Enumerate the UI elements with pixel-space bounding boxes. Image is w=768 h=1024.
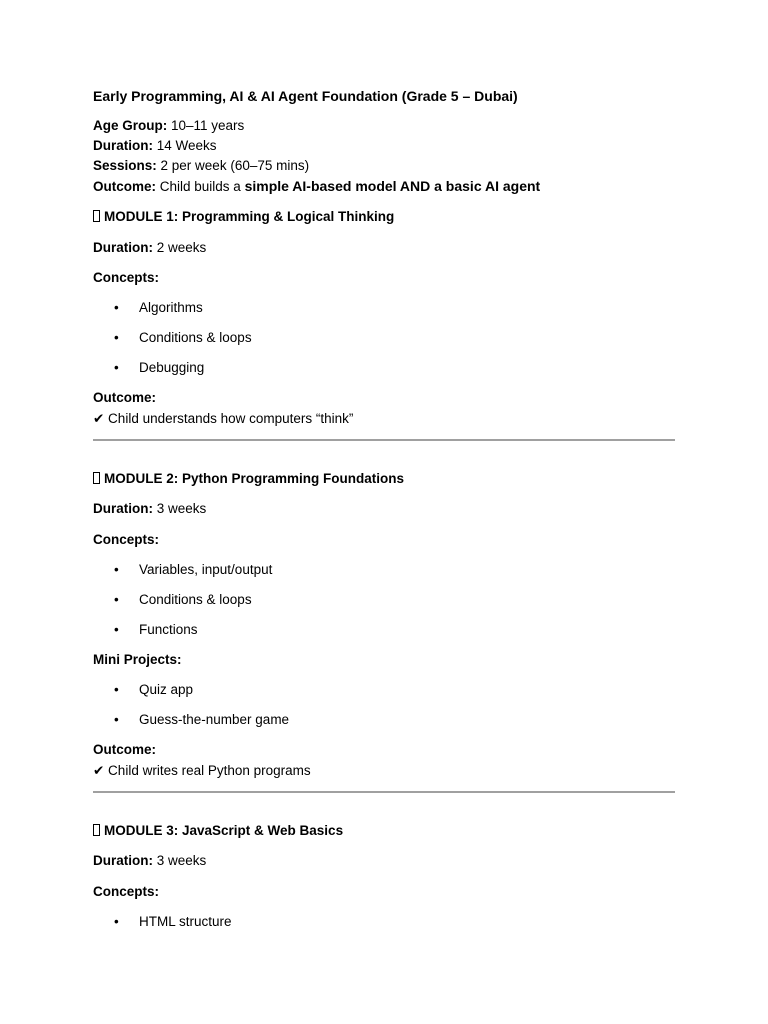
module2-projects-label: Mini Projects:: [93, 652, 182, 667]
sessions-line: [93, 157, 309, 175]
module3-duration-label: Duration:: [93, 853, 153, 868]
module2-heading: [93, 470, 404, 488]
list-item: Variables, input/output: [139, 562, 273, 577]
bullet-icon: •: [114, 914, 119, 929]
list-item: Debugging: [139, 360, 205, 375]
list-item: Functions: [139, 622, 198, 637]
module2-duration: [93, 500, 206, 518]
module1-concepts-label: Concepts:: [93, 270, 160, 285]
bullet-icon: •: [114, 300, 119, 315]
list-item: HTML structure: [139, 914, 232, 929]
bullet-icon: •: [114, 592, 119, 607]
module1-outcome-label: Outcome:: [93, 390, 157, 405]
outcome-pre: Child builds a: [156, 179, 245, 194]
sessions-label: Sessions:: [93, 158, 157, 173]
age-group-line: [93, 117, 244, 135]
module2-concepts-label: Concepts:: [93, 532, 160, 547]
outcome-highlight: simple AI-based model AND a basic AI agent: [244, 178, 541, 194]
duration-line: [93, 137, 217, 155]
list-item: Conditions & loops: [139, 592, 252, 607]
outcome-label: Outcome:: [93, 179, 157, 194]
module2-duration-value: 3 weeks: [153, 501, 207, 516]
list-item: Algorithms: [139, 300, 203, 315]
sessions-value: 2 per week (60–75 mins): [156, 158, 310, 173]
list-item: Quiz app: [139, 682, 194, 697]
module3-heading: [93, 822, 343, 840]
module1-duration-value: 2 weeks: [153, 240, 207, 255]
bullet-icon: •: [114, 712, 119, 727]
module2-duration-label: Duration:: [93, 501, 153, 516]
bullet-icon: •: [114, 360, 119, 375]
bullet-icon: •: [114, 330, 119, 345]
module3-duration-value: 3 weeks: [153, 853, 207, 868]
module2-outcome-label: Outcome:: [93, 742, 157, 757]
module3-duration: [93, 852, 206, 870]
age-group-label: Age Group:: [93, 118, 168, 133]
missing-glyph-icon: [93, 824, 100, 836]
duration-label: Duration:: [93, 138, 153, 153]
module3-concepts-label: Concepts:: [93, 884, 160, 899]
section-divider: [93, 439, 675, 441]
module1-heading: [93, 208, 394, 226]
bullet-icon: •: [114, 562, 119, 577]
list-item: Guess-the-number game: [139, 712, 290, 727]
module1-duration: [93, 239, 206, 257]
module2-outcome: ✔ Child writes real Python programs: [93, 763, 311, 778]
module1-heading-text: MODULE 1: Programming & Logical Thinking: [104, 209, 395, 224]
module2-heading-text: MODULE 2: Python Programming Foundations: [104, 471, 404, 486]
missing-glyph-icon: [93, 210, 100, 222]
duration-value: 14 Weeks: [153, 138, 217, 153]
list-item: Conditions & loops: [139, 330, 252, 345]
bullet-icon: •: [114, 622, 119, 637]
module1-duration-label: Duration:: [93, 240, 153, 255]
module3-heading-text: MODULE 3: JavaScript & Web Basics: [104, 823, 344, 838]
bullet-icon: •: [114, 682, 119, 697]
module1-outcome: ✔ Child understands how computers “think”: [93, 411, 354, 426]
section-divider: [93, 791, 675, 793]
age-group-value: 10–11 years: [167, 118, 245, 133]
outcome-line: [93, 177, 540, 196]
missing-glyph-icon: [93, 472, 100, 484]
document-title: Early Programming, AI & AI Agent Foundation (Grade 5 – Dubai): [93, 88, 518, 104]
